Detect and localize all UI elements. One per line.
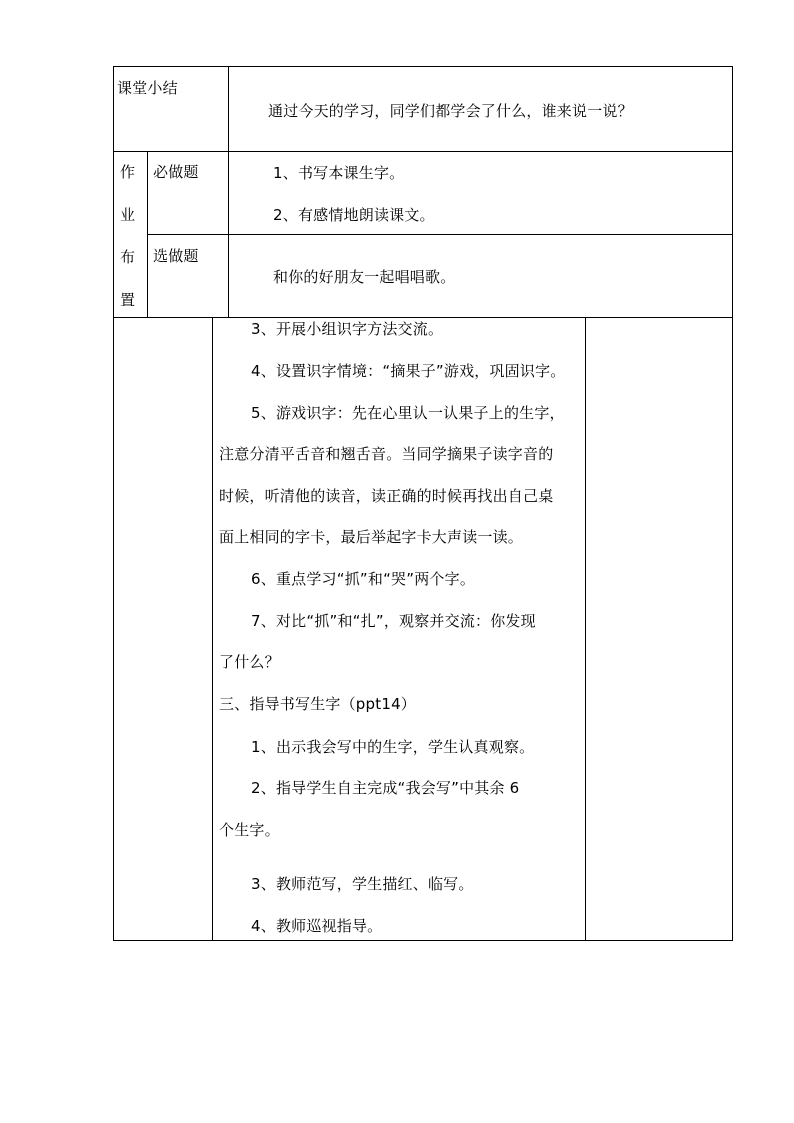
process-line: 4、教师巡视指导。 <box>251 917 383 935</box>
process-line: 了什么？ <box>219 653 280 671</box>
process-line: 3、开展小组识字方法交流。 <box>251 320 444 338</box>
required-label: 必做题 <box>153 163 199 181</box>
process-line: 4、设置识字情境：“摘果子”游戏，巩固识字。 <box>251 362 566 380</box>
process-line: 5、游戏识字：先在心里认一认果子上的生字， <box>251 404 565 422</box>
process-line: 7、对比“抓”和“扎”，观察并交流：你发现 <box>251 612 536 630</box>
border-top <box>113 66 733 67</box>
summary-label: 课堂小结 <box>117 79 178 97</box>
summary-content: 通过今天的学习，同学们都学会了什么，谁来说一说？ <box>268 102 633 120</box>
homework-label-char-4: 置 <box>120 291 136 309</box>
process-line: 个生字。 <box>219 821 280 839</box>
process-line: 注意分清平舌音和翘舌音。当同学摘果子读字音的 <box>219 445 554 463</box>
border-process-right <box>585 317 586 941</box>
process-line: 1、出示我会写中的生字，学生认真观察。 <box>251 738 535 756</box>
process-line: 三、指导书写生字（ppt14） <box>219 695 417 713</box>
process-line: 3、教师范写，学生描红、临写。 <box>251 875 474 893</box>
process-line: 面上相同的字卡，最后举起字卡大声读一读。 <box>219 528 524 546</box>
border-process-left <box>212 317 213 941</box>
homework-label-char-1: 作 <box>120 163 136 181</box>
required-item-2: 2、有感情地朗读课文。 <box>273 206 435 224</box>
border-right <box>732 66 733 941</box>
homework-label-char-2: 业 <box>120 206 136 224</box>
border-required-bottom <box>147 234 733 235</box>
process-line: 2、指导学生自主完成“我会写”中其余 6 <box>251 779 520 797</box>
border-left <box>113 66 114 941</box>
homework-label-char-3: 布 <box>120 248 136 266</box>
process-line: 时候，听清他的读音，读正确的时候再找出自己桌 <box>219 487 554 505</box>
border-label-divider <box>228 66 229 318</box>
border-bottom <box>113 940 733 941</box>
border-homework-divider <box>147 151 148 318</box>
border-summary-bottom <box>113 151 733 152</box>
optional-item-1: 和你的好朋友一起唱唱歌。 <box>273 268 456 286</box>
required-item-1: 1、书写本课生字。 <box>273 164 405 182</box>
border-homework-bottom <box>113 317 733 318</box>
optional-label: 选做题 <box>153 247 199 265</box>
process-line: 6、重点学习“抓”和“哭”两个字。 <box>251 570 476 588</box>
